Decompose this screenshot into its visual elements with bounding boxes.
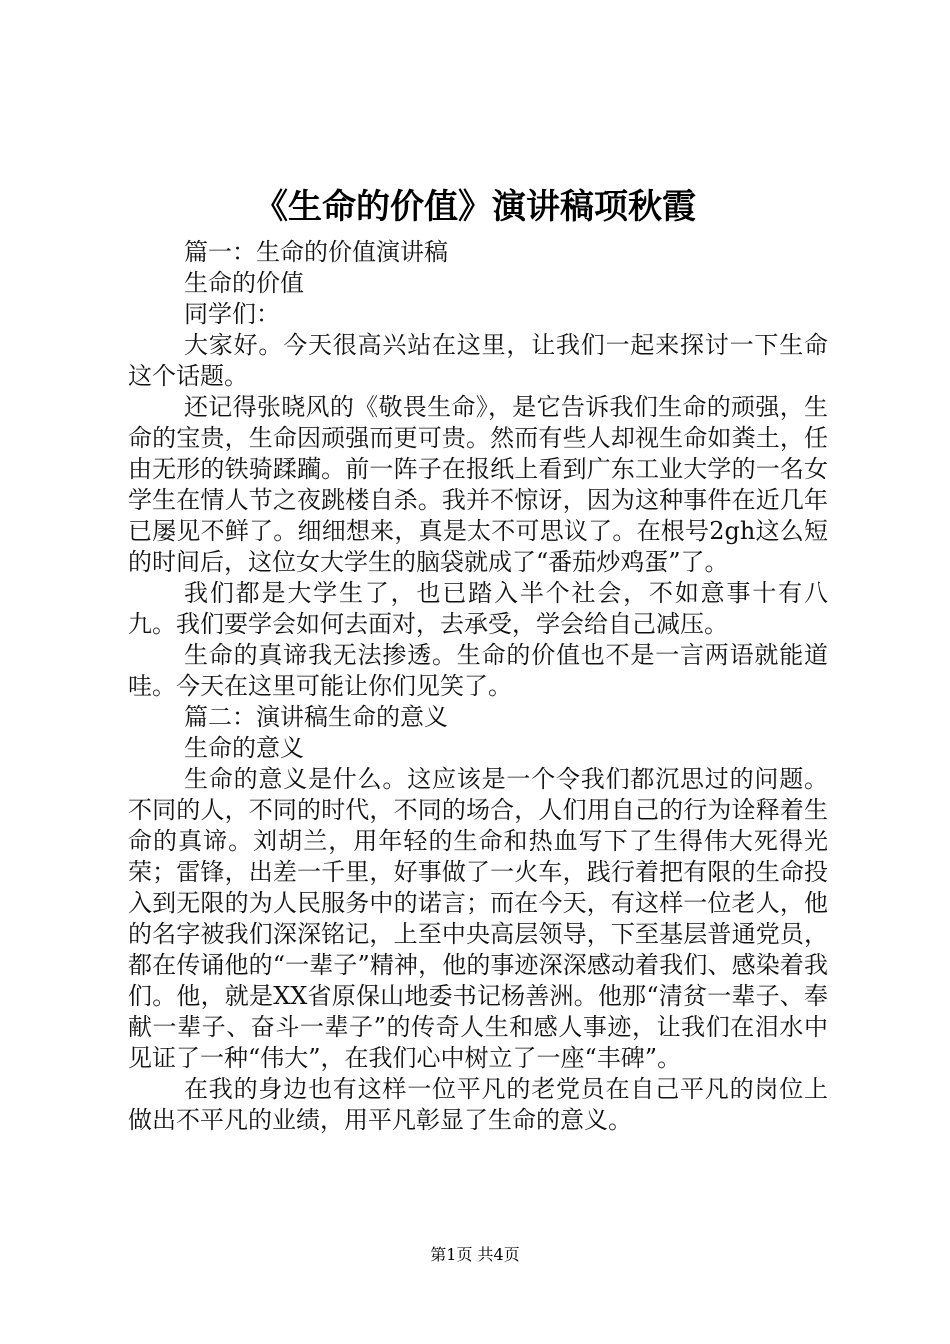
paragraph: 我们都是大学生了，也已踏入半个社会，不如意事十有八九。我们要学会如何去面对，去承受，学会给自己减压。 <box>128 579 828 638</box>
section-heading-1: 篇一：生命的价值演讲稿 <box>184 238 448 266</box>
paragraph: 在我的身边也有这样一位平凡的老党员在自己平凡的岗位上做出不平凡的业绩，用平凡彰显了生命的意义。 <box>128 1075 828 1134</box>
paragraph: 还记得张晓风的《敬畏生命》，是它告诉我们生命的顽强，生命的宝贵，生命因顽强而更可贵。然而有些人却视生命如粪土，任由无形的铁骑蹂躏。前一阵子在报纸上看到广东工业大学的一名女学生在情人节之夜跳楼自杀。我并不惊讶，因为这种事件在近几年已屡见不鲜了。细细想来，真是太不可思议了。在根号2gh这么短的时间后，这位女大学生的脑袋就成了“番茄炒鸡蛋”了。 <box>128 393 828 576</box>
document-title: 《生命的价值》演讲稿项秋霞 <box>254 187 696 227</box>
salutation: 同学们： <box>184 300 280 328</box>
section-heading-2: 篇二：演讲稿生命的意义 <box>184 703 448 731</box>
paragraph: 大家好。今天很高兴站在这里，让我们一起来探讨一下生命这个话题。 <box>128 331 828 390</box>
page-footer: 第1页 共4页 <box>430 1245 520 1264</box>
paragraph: 生命的真谛我无法掺透。生命的价值也不是一言两语就能道哇。今天在这里可能让你们见笑了。 <box>128 641 828 700</box>
document-body <box>128 237 828 1136</box>
speech-title-2: 生命的意义 <box>184 734 304 762</box>
speech-title-1: 生命的价值 <box>184 269 304 297</box>
paragraph: 生命的意义是什么。这应该是一个令我们都沉思过的问题。不同的人，不同的时代，不同的场合，人们用自己的行为诠释着生命的真谛。刘胡兰，用年轻的生命和热血写下了生得伟大死得光荣；雷锋，出差一千里，好事做了一火车，践行着把有限的生命投入到无限的为人民服务中的诺言；而在今天，有这样一位老人，他的名字被我们深深铭记，上至中央高层领导，下至基层普通党员，都在传诵他的“一辈子”精神，他的事迹深深感动着我们、感染着我们。他，就是XX省原保山地委书记杨善洲。他那“清贫一辈子、奉献一辈子、奋斗一辈子”的传奇人生和感人事迹，让我们在泪水中见证了一种“伟大”，在我们心中树立了一座“丰碑”。 <box>128 765 828 1072</box>
